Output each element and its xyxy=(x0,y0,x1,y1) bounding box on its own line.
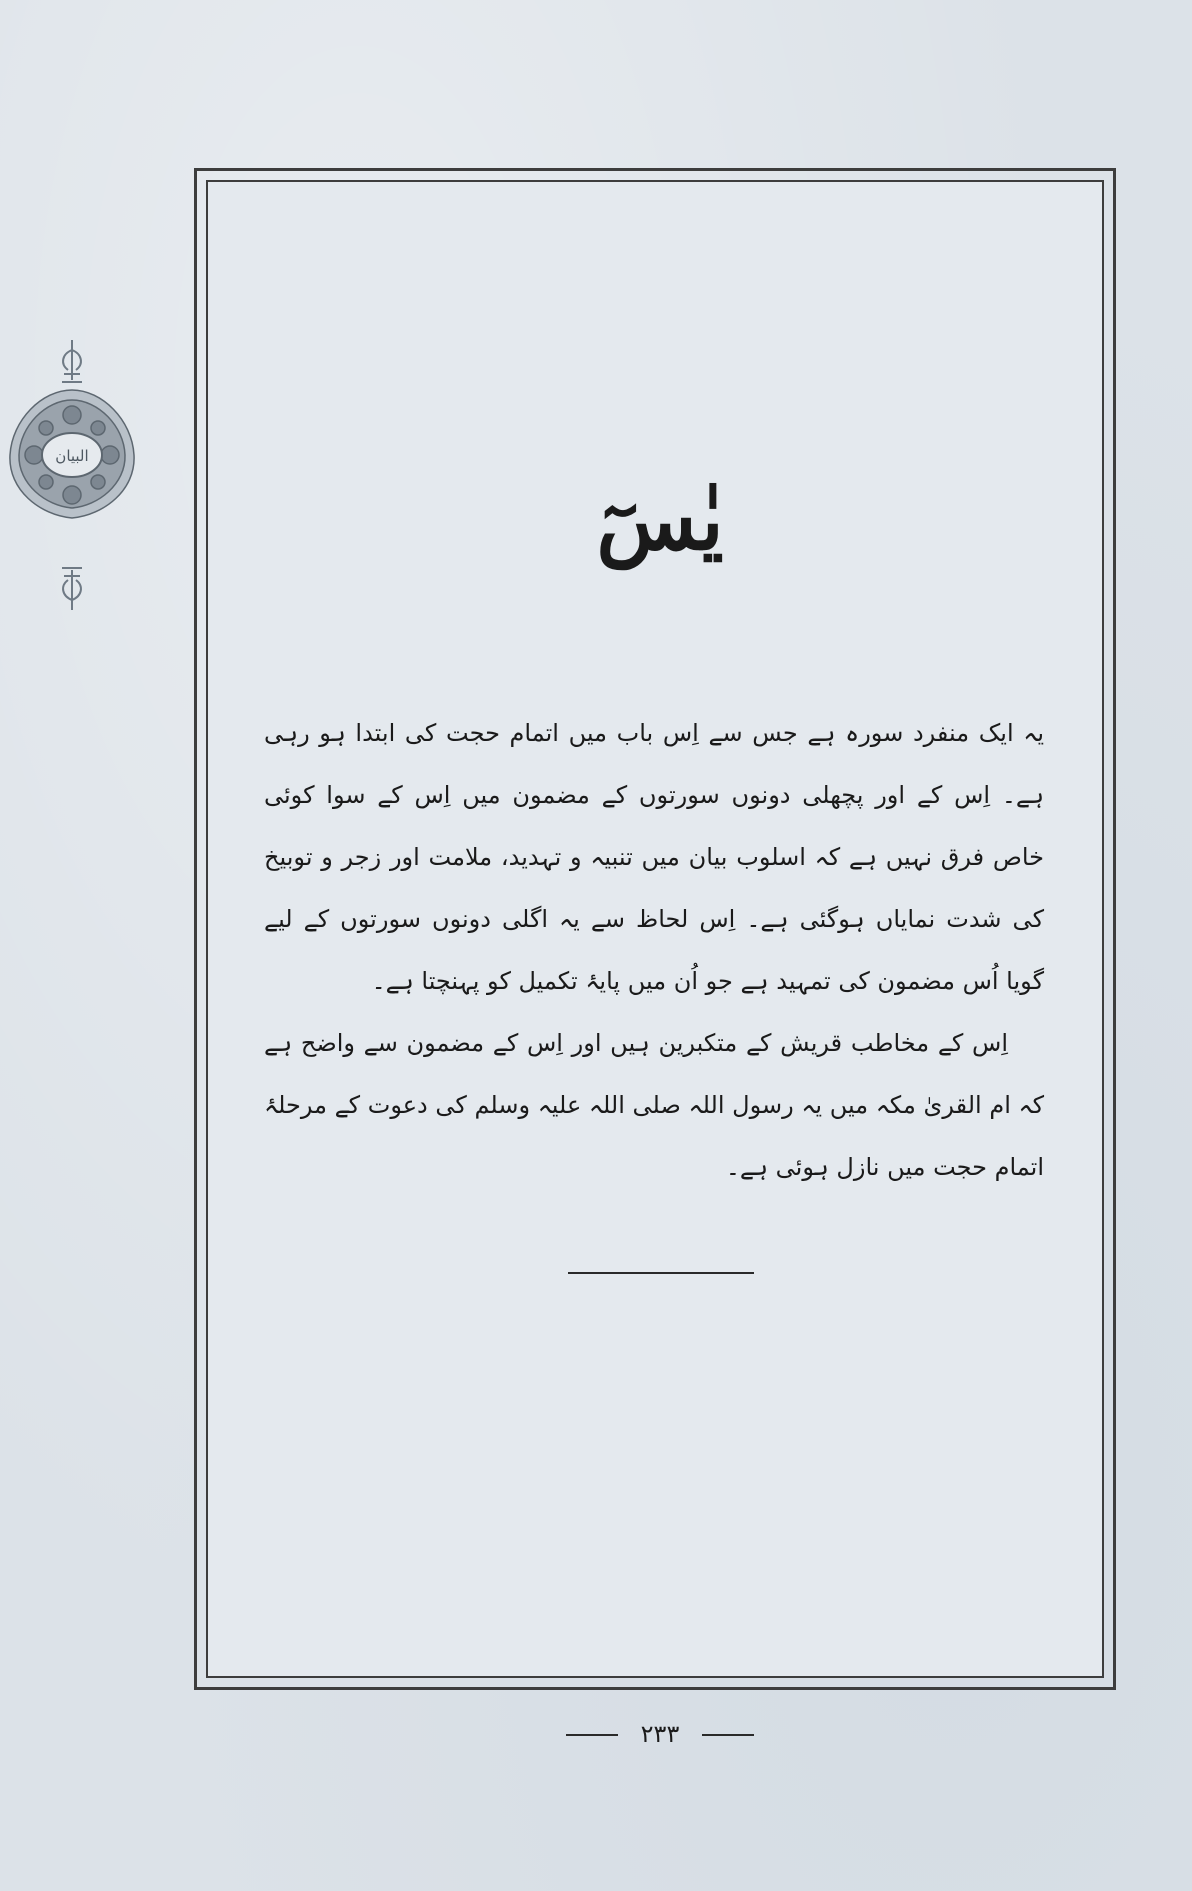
page-number: ۲۳۳ xyxy=(640,1720,680,1748)
footer-dash-right xyxy=(702,1734,754,1736)
paragraph-addressees: اِس کے مخاطب قریش کے متکبرین ہیں اور اِس کے مضمون سے واضح ہے کہ ام القریٰ مکہ میں یہ رسول اللہ صلی اللہ علیہ وسلم کی دعوت کے مرحلۂ اتمام حجت میں نازل ہوئی ہے۔ xyxy=(264,1029,1044,1181)
footer-dash-left xyxy=(566,1734,618,1736)
surah-title: یٰسٓ xyxy=(596,473,724,569)
ornament-label: البیان xyxy=(55,447,89,465)
decorative-medallion-ornament xyxy=(4,340,140,610)
section-separator-line xyxy=(568,1272,754,1274)
page-footer xyxy=(560,1716,760,1752)
body-text xyxy=(264,702,1044,1198)
paragraph-introduction: یہ ایک منفرد سورہ ہے جس سے اِس باب میں اتمام حجت کی ابتدا ہو رہی ہے۔ اِس کے اور پچھلی دونوں سورتوں کے مضمون میں اِس کے سوا کوئی خاص فرق نہیں ہے کہ اسلوب بیان میں تنبیہ و تہدید، ملامت اور زجر و توبیخ کی شدت نمایاں ہوگئی ہے۔ اِس لحاظ سے یہ اگلی دونوں سورتوں کے لیے گویا اُس مضمون کی تمہید ہے جو اُن میں پایۂ تکمیل کو پہنچتا ہے۔ xyxy=(264,719,1044,995)
